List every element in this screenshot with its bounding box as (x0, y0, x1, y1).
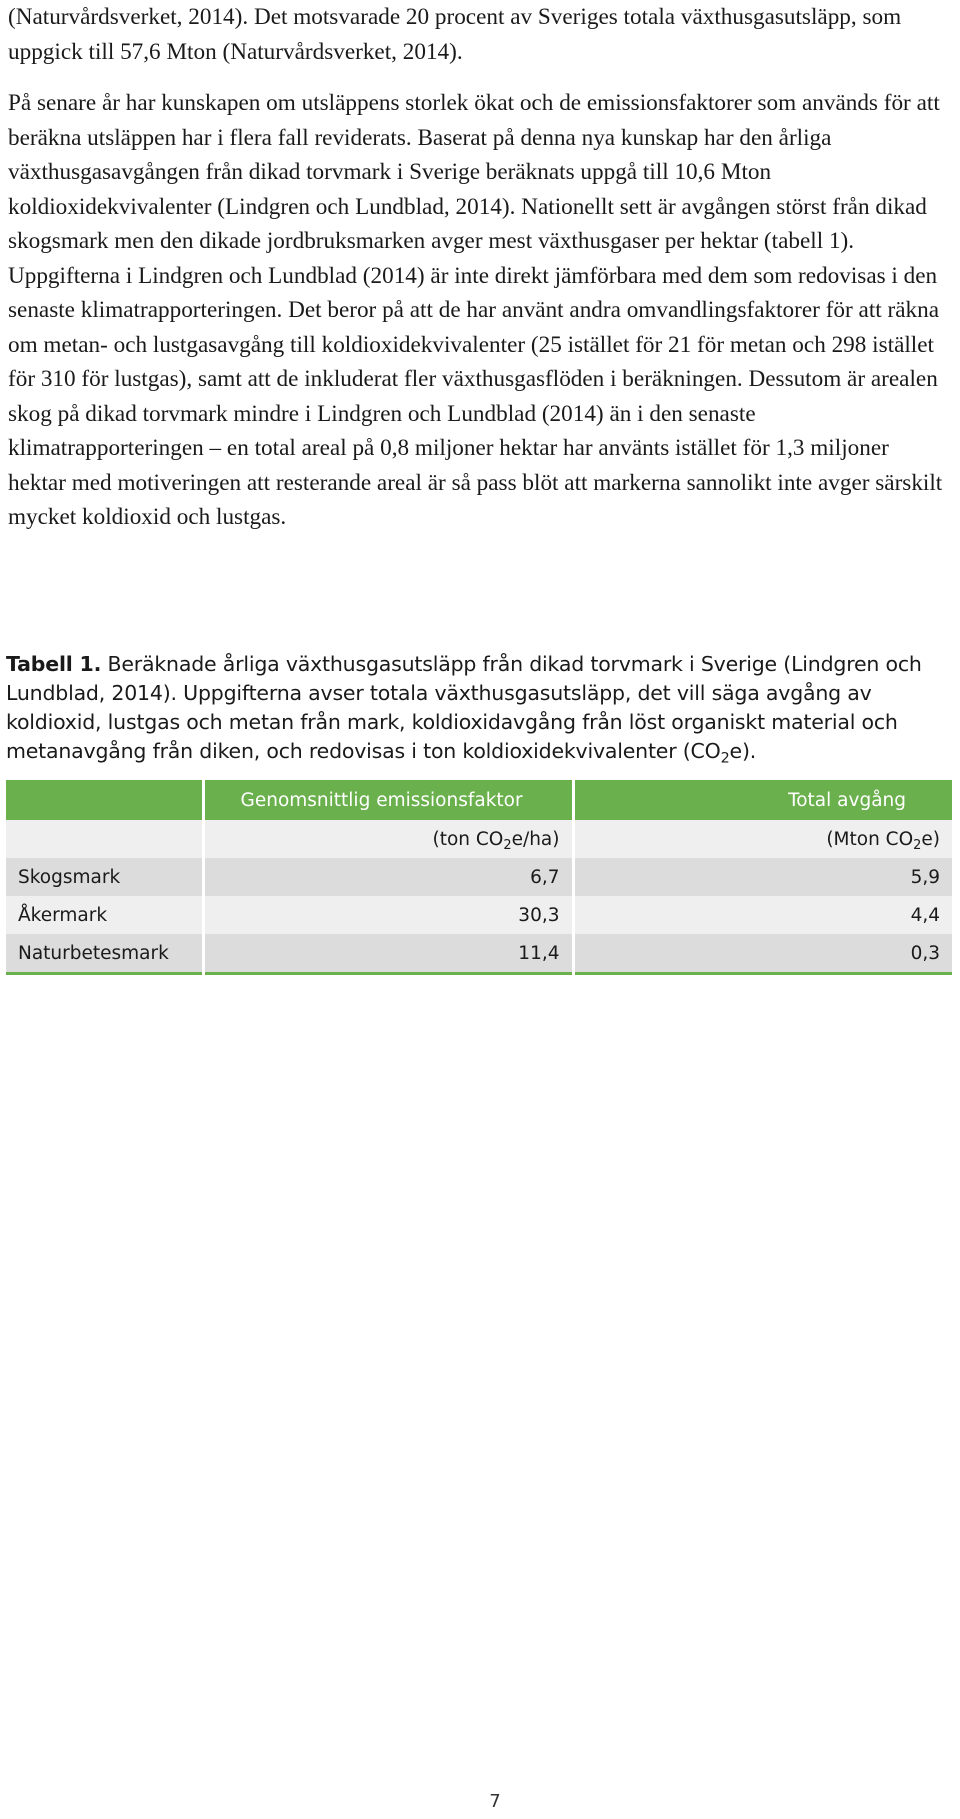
table-row (6, 934, 952, 974)
table-caption-label: Tabell 1. (6, 652, 102, 676)
table-header-row (6, 780, 952, 820)
row-total: 4,4 (573, 896, 952, 934)
row-total: 0,3 (573, 934, 952, 974)
unit-total-pre: (Mton CO (826, 828, 914, 850)
unit-total-post: e) (921, 828, 940, 850)
row-total: 5,9 (573, 858, 952, 896)
body-paragraph-1: (Naturvårdsverket, 2014). Det motsvarade 20 procent av Sveriges totala växthusgasutsläpp, som uppgick till 57,6 Mton (Naturvårdsverket, 2014). (8, 4, 902, 65)
page-number: 7 (489, 1791, 501, 1812)
table-unit-row (6, 820, 952, 858)
table-caption (6, 650, 946, 766)
table-caption-text: Beräknade årliga växthusgasutsläpp från dikad torvmark i Sverige (Lindgren och Lundblad, 2014). Uppgifterna avser totala växthusgasutsläpp, det vill säga avgång av koldioxid, lustgas och metan från mark, koldioxidavgång från löst organiskt material och metanavgång från diken, och redovisas i ton koldioxidekvivalenter (CO (6, 652, 922, 763)
row-factor: 6,7 (203, 858, 573, 896)
unit-factor-pre: (ton CO (432, 828, 504, 850)
row-factor: 11,4 (203, 934, 573, 974)
header-cell-empty (6, 780, 203, 820)
body-paragraph-2: På senare år har kunskapen om utsläppens storlek ökat och de emissionsfaktorer som används för att beräkna utsläppen har i flera fall reviderats. Baserat på denna nya kunskap har den årliga växthusgasavgången från dikad torvmark i Sverige beräknats uppgå till 10,6 Mton koldioxidekvivalenter (Lindgren och Lundblad, 2014). Nationellt sett är avgången störst från dikad skogsmark men den dikade jordbruksmarken avger mest växthusgaser per hektar (tabell 1). Uppgifterna i Lindgren och Lundblad (2014) är inte direkt jämförbara med dem som redovisas i den senaste klimatrapporteringen. Det beror på att de har använt andra omvandlingsfaktorer för att räkna om metan- och lustgasavgång till koldioxidekvivalenter (25 istället för 21 för metan och 298 istället för 310 för lustgas), samt att de inkluderat fler växthusgasflöden i beräkningen. Dessutom är arealen skog på dikad torvmark mindre i Lindgren och Lundblad (2014) än i den senaste klimatrapporteringen – en total areal på 0,8 miljoner hektar har använts istället för 1,3 miljoner hektar med motiveringen att resterande areal är så pass blöt att markerna sannolikt inte avger särskilt mycket koldioxid och lustgas. (8, 90, 943, 530)
emissions-table (6, 780, 952, 975)
row-label: Åkermark (6, 896, 203, 934)
header-cell-emission-factor: Genomsnittlig emissionsfaktor (203, 780, 573, 820)
unit-cell-total (573, 820, 952, 858)
unit-factor-post: e/ha) (511, 828, 560, 850)
table-caption-subscript: 2 (720, 750, 730, 767)
unit-cell-empty (6, 820, 203, 858)
table-row (6, 858, 952, 896)
row-factor: 30,3 (203, 896, 573, 934)
unit-total-sub: 2 (913, 837, 922, 853)
row-label: Skogsmark (6, 858, 203, 896)
table-row (6, 896, 952, 934)
table-caption-end: e). (729, 739, 757, 763)
header-cell-total: Total avgång (573, 780, 952, 820)
row-label: Naturbetesmark (6, 934, 203, 974)
unit-cell-factor (203, 820, 573, 858)
unit-factor-sub: 2 (503, 837, 512, 853)
